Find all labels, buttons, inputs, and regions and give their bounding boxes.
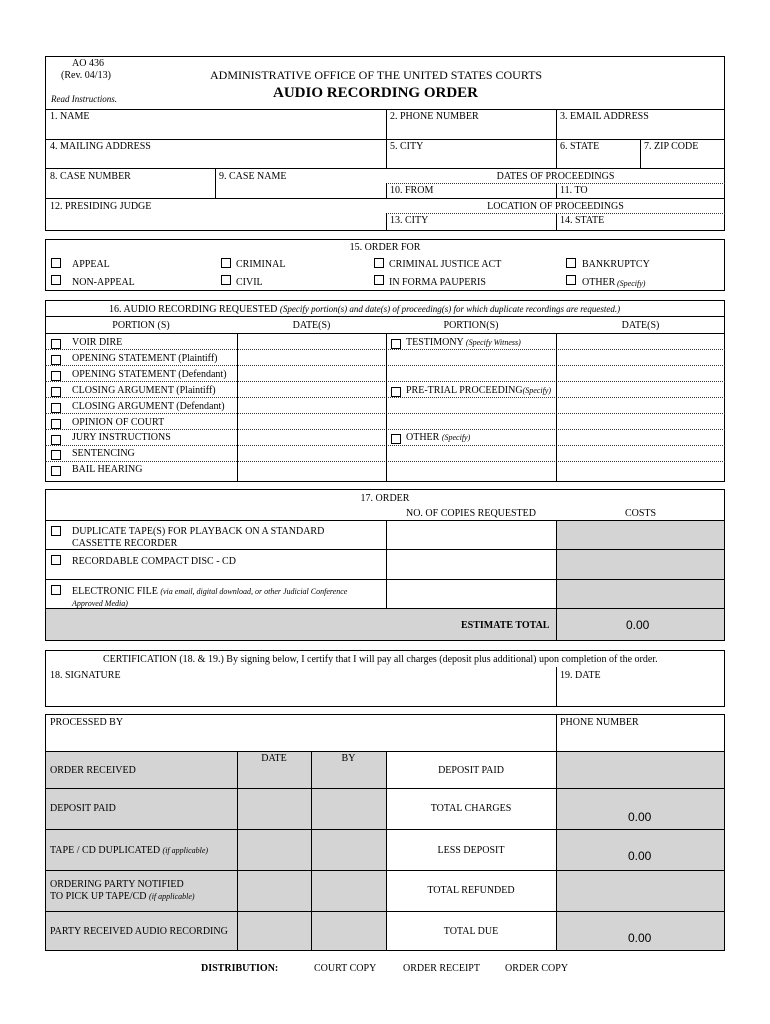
- mailing-address-field[interactable]: 4. MAILING ADDRESS: [50, 141, 151, 152]
- sentencing-checkbox[interactable]: [51, 450, 61, 460]
- state-field[interactable]: 6. STATE: [560, 141, 600, 152]
- other-order-checkbox[interactable]: [566, 275, 576, 285]
- distribution-label: DISTRIBUTION:: [201, 963, 279, 974]
- in-forma-pauperis-checkbox[interactable]: [374, 275, 384, 285]
- opening-defendant-label: OPENING STATEMENT (Defendant): [72, 369, 227, 380]
- criminal-justice-act-checkbox[interactable]: [374, 258, 384, 268]
- page-title: AUDIO RECORDING ORDER: [273, 85, 479, 101]
- tape-duplicated-text: TAPE / CD DUPLICATED: [50, 845, 161, 856]
- email-field[interactable]: 3. EMAIL ADDRESS: [560, 111, 649, 122]
- bankruptcy-checkbox[interactable]: [566, 258, 576, 268]
- electronic-file-note-2: Approved Media): [72, 599, 128, 608]
- form-number: AO 436: [72, 58, 104, 69]
- pretrial-checkbox[interactable]: [391, 387, 401, 397]
- bail-hearing-label: BAIL HEARING: [72, 464, 143, 475]
- electronic-file-label: [72, 586, 347, 597]
- order-for-heading: 15. ORDER FOR: [349, 242, 421, 253]
- total-due-value: 0.00: [628, 931, 652, 945]
- costs-shaded: [557, 521, 724, 608]
- date-field[interactable]: 19. DATE: [560, 670, 601, 681]
- phone-field[interactable]: 2. PHONE NUMBER: [390, 111, 479, 122]
- dates-of-proceedings-heading: DATES OF PROCEEDINGS: [496, 171, 615, 182]
- presiding-judge-field[interactable]: 12. PRESIDING JUDGE: [50, 201, 152, 212]
- portions-column-header-2: PORTION(S): [443, 320, 499, 331]
- testimony-label: [406, 337, 521, 348]
- in-forma-pauperis-label: IN FORMA PAUPERIS: [389, 277, 486, 288]
- total-due-label: TOTAL DUE: [443, 926, 499, 937]
- portions-column-header: PORTION (S): [112, 320, 170, 331]
- criminal-justice-act-label: CRIMINAL JUSTICE ACT: [389, 259, 502, 270]
- opinion-of-court-checkbox[interactable]: [51, 419, 61, 429]
- other-order-note: (Specify): [617, 279, 646, 288]
- dates-column-header: DATE(S): [292, 320, 331, 331]
- criminal-checkbox[interactable]: [221, 258, 231, 268]
- compact-disc-checkbox[interactable]: [51, 555, 61, 565]
- zip-field[interactable]: 7. ZIP CODE: [644, 141, 699, 152]
- party-notified-label-2: [50, 891, 195, 902]
- location-of-proceedings-heading: LOCATION OF PROCEEDINGS: [487, 201, 624, 212]
- party-notified-note: (if applicable): [149, 892, 195, 901]
- sentencing-label: SENTENCING: [72, 448, 135, 459]
- phone-number-label: PHONE NUMBER: [560, 717, 639, 728]
- estimate-total-label: ESTIMATE TOTAL: [461, 620, 550, 631]
- jury-instructions-checkbox[interactable]: [51, 435, 61, 445]
- party-notified-text-2: TO PICK UP TAPE/CD: [50, 891, 147, 902]
- appeal-label: APPEAL: [72, 259, 110, 270]
- other-portion-text: OTHER: [406, 432, 440, 443]
- distribution-order-copy: ORDER COPY: [505, 963, 569, 974]
- closing-defendant-label: CLOSING ARGUMENT (Defendant): [72, 401, 225, 412]
- electronic-file-checkbox[interactable]: [51, 585, 61, 595]
- appeal-checkbox[interactable]: [51, 258, 61, 268]
- party-notified-label: ORDERING PARTY NOTIFIED: [50, 879, 184, 890]
- opening-plaintiff-checkbox[interactable]: [51, 355, 61, 365]
- costs-column-header: COSTS: [624, 508, 657, 519]
- less-deposit-label: LESS DEPOSIT: [437, 845, 505, 856]
- order-heading: 17. ORDER: [360, 493, 410, 504]
- total-refunded-label: TOTAL REFUNDED: [427, 885, 515, 896]
- case-number-field[interactable]: 8. CASE NUMBER: [50, 171, 131, 182]
- electronic-file-note: (via email, digital download, or other Judicial Conference: [160, 587, 348, 596]
- voir-dire-checkbox[interactable]: [51, 339, 61, 349]
- voir-dire-label: VOIR DIRE: [72, 337, 123, 348]
- other-order-label: OTHER: [582, 277, 616, 288]
- other-portion-checkbox[interactable]: [391, 434, 401, 444]
- opinion-of-court-label: OPINION OF COURT: [72, 417, 165, 428]
- duplicate-tape-checkbox[interactable]: [51, 526, 61, 536]
- jury-instructions-label: JURY INSTRUCTIONS: [72, 432, 171, 443]
- dates-column-header-2: DATE(S): [621, 320, 660, 331]
- electronic-file-text: ELECTRONIC FILE: [72, 586, 158, 597]
- office-name: ADMINISTRATIVE OFFICE OF THE UNITED STATES COURTS: [210, 68, 543, 82]
- pretrial-note: (Specify): [522, 386, 552, 395]
- city-field[interactable]: 5. CITY: [390, 141, 424, 152]
- tape-duplicated-note: (if applicable): [162, 846, 209, 855]
- signature-field[interactable]: 18. SIGNATURE: [50, 670, 121, 681]
- read-instructions: Read Instructions.: [51, 94, 117, 104]
- closing-plaintiff-label: CLOSING ARGUMENT (Plaintiff): [72, 385, 216, 396]
- order-received-label: ORDER RECEIVED: [50, 765, 136, 776]
- by-column-header: BY: [341, 753, 356, 764]
- case-name-field[interactable]: 9. CASE NAME: [219, 171, 287, 182]
- deposit-paid-right-label: DEPOSIT PAID: [438, 765, 504, 776]
- total-charges-value: 0.00: [628, 810, 652, 824]
- form-revision: (Rev. 04/13): [61, 70, 111, 81]
- estimate-total-shaded: [46, 609, 724, 640]
- duplicate-tape-label-2: CASSETTE RECORDER: [72, 538, 178, 549]
- from-date-field[interactable]: 10. FROM: [390, 185, 434, 196]
- location-city-field[interactable]: 13. CITY: [390, 215, 429, 226]
- testimony-text: TESTIMONY: [406, 337, 464, 348]
- duplicate-tape-label: DUPLICATE TAPE(S) FOR PLAYBACK ON A STANDARD: [72, 526, 325, 537]
- date-column-header: DATE: [261, 753, 287, 764]
- to-date-field[interactable]: 11. TO: [560, 185, 588, 196]
- bail-hearing-checkbox[interactable]: [51, 466, 61, 476]
- compact-disc-label: RECORDABLE COMPACT DISC - CD: [72, 556, 236, 567]
- name-field[interactable]: 1. NAME: [50, 111, 90, 122]
- recording-requested-heading: [109, 304, 620, 315]
- criminal-label: CRIMINAL: [236, 259, 286, 270]
- non-appeal-checkbox[interactable]: [51, 275, 61, 285]
- testimony-note: (Specify Witness): [465, 338, 521, 347]
- civil-label: CIVIL: [236, 277, 263, 288]
- certification-text: CERTIFICATION (18. & 19.) By signing below, I certify that I will pay all charges (deposit plus additional) upon completion of the order.: [103, 654, 658, 665]
- estimate-total-value: 0.00: [626, 618, 650, 632]
- opening-plaintiff-label: OPENING STATEMENT (Plaintiff): [72, 353, 218, 364]
- deposit-paid-left-label: DEPOSIT PAID: [50, 803, 116, 814]
- location-state-field[interactable]: 14. STATE: [560, 215, 605, 226]
- party-received-label: PARTY RECEIVED AUDIO RECORDING: [50, 926, 228, 937]
- other-portion-note: (Specify): [441, 433, 471, 442]
- distribution-court-copy: COURT COPY: [314, 963, 377, 974]
- closing-defendant-checkbox[interactable]: [51, 403, 61, 413]
- opening-defendant-checkbox[interactable]: [51, 371, 61, 381]
- total-charges-label: TOTAL CHARGES: [430, 803, 512, 814]
- recording-requested-note: (Specify portion(s) and date(s) of proceeding(s) for which duplicate recordings are requested.): [279, 304, 621, 314]
- tape-duplicated-label: [50, 845, 208, 856]
- testimony-checkbox[interactable]: [391, 339, 401, 349]
- processed-by-label: PROCESSED BY: [50, 717, 124, 728]
- civil-checkbox[interactable]: [221, 275, 231, 285]
- non-appeal-label: NON-APPEAL: [72, 277, 135, 288]
- copies-column-header: NO. OF COPIES REQUESTED: [405, 508, 536, 519]
- pretrial-label: [406, 385, 551, 396]
- other-portion-label: [406, 432, 470, 443]
- pretrial-text: PRE-TRIAL PROCEEDING: [406, 385, 523, 396]
- closing-plaintiff-checkbox[interactable]: [51, 387, 61, 397]
- less-deposit-value: 0.00: [628, 849, 652, 863]
- recording-requested-title: 16. AUDIO RECORDING REQUESTED: [109, 304, 278, 315]
- bankruptcy-label: BANKRUPTCY: [582, 259, 650, 270]
- distribution-order-receipt: ORDER RECEIPT: [403, 963, 480, 974]
